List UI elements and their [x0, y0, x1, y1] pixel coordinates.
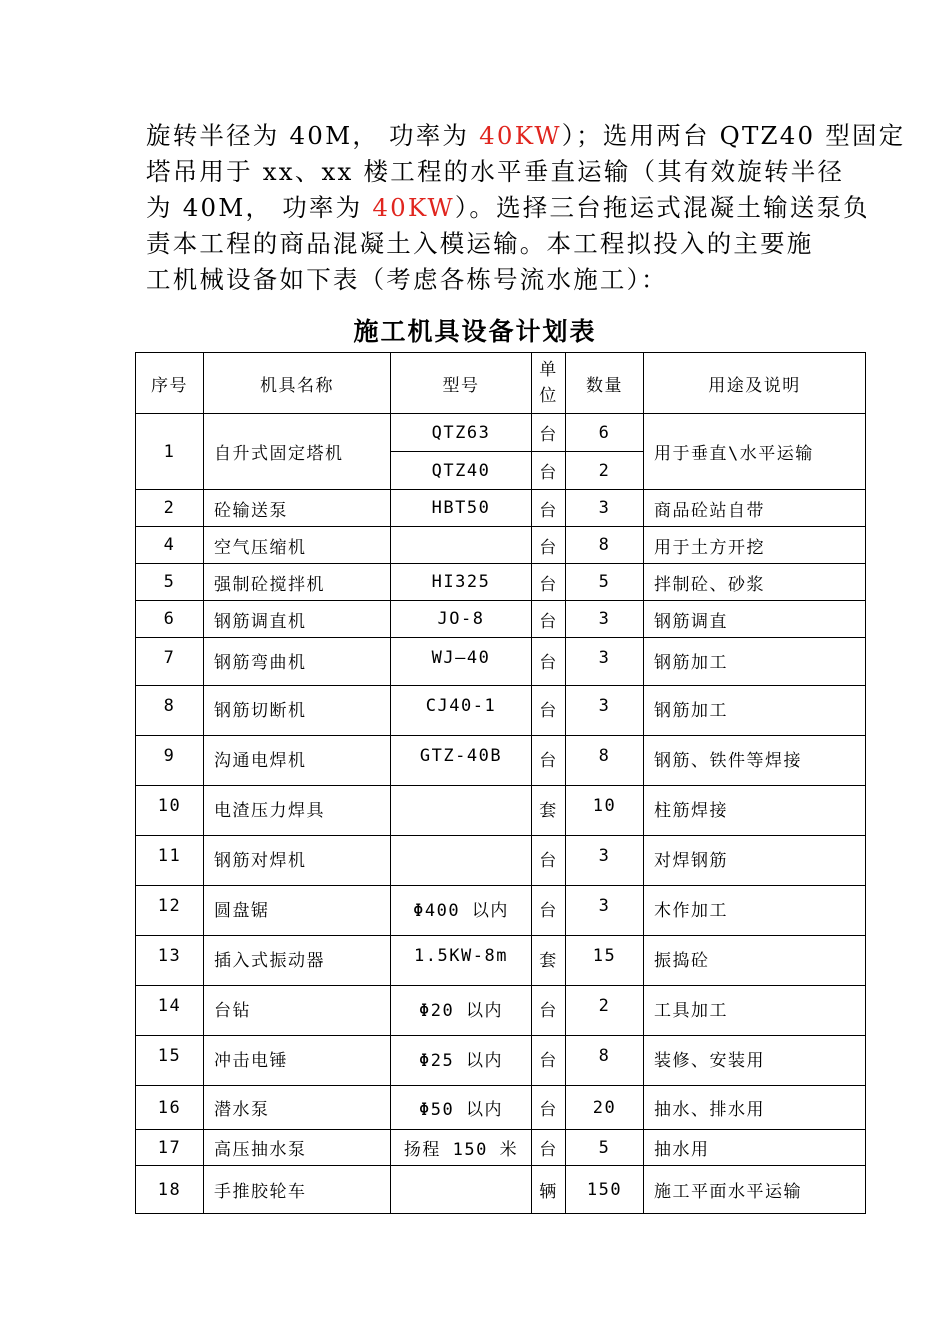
cell-usage: 工具加工: [644, 986, 866, 1036]
cell-model: [391, 836, 532, 886]
cell-name: 潜水泵: [204, 1086, 391, 1130]
cell-no: 17: [136, 1130, 204, 1166]
cell-name: 钢筋调直机: [204, 601, 391, 638]
header-qty: 数量: [566, 353, 644, 414]
cell-name: 自升式固定塔机: [204, 414, 391, 490]
cell-qty: 3: [566, 638, 644, 686]
cell-usage: 钢筋加工: [644, 638, 866, 686]
cell-name: 空气压缩机: [204, 527, 391, 564]
cell-unit: 台: [532, 1036, 566, 1086]
cell-usage: 施工平面水平运输: [644, 1166, 866, 1214]
cell-no: 12: [136, 886, 204, 936]
cell-name: 沟通电焊机: [204, 736, 391, 786]
cell-model: [391, 1166, 532, 1214]
cell-no: 11: [136, 836, 204, 886]
cell-name: 冲击电锤: [204, 1036, 391, 1086]
header-model: 型号: [391, 353, 532, 414]
cell-name: 钢筋对焊机: [204, 836, 391, 886]
cell-model: 扬程 150 米: [391, 1130, 532, 1166]
cell-model: Φ400 以内: [391, 886, 532, 936]
text-run: 为 40M， 功率为: [146, 193, 373, 222]
cell-qty: 5: [566, 1130, 644, 1166]
header-unit-line1: 单: [539, 360, 558, 380]
cell-unit: 台: [532, 452, 566, 490]
cell-qty: 15: [566, 936, 644, 986]
cell-no: 14: [136, 986, 204, 1036]
cell-usage: 钢筋调直: [644, 601, 866, 638]
table-row: [136, 1086, 866, 1130]
table-row: [136, 638, 866, 686]
cell-unit: 台: [532, 564, 566, 601]
cell-qty: 3: [566, 836, 644, 886]
cell-unit: 台: [532, 490, 566, 527]
table-row: [136, 986, 866, 1036]
cell-usage: 对焊钢筋: [644, 836, 866, 886]
cell-name: 高压抽水泵: [204, 1130, 391, 1166]
cell-name: 台钻: [204, 986, 391, 1036]
cell-usage: 装修、安装用: [644, 1036, 866, 1086]
cell-usage: 拌制砼、砂浆: [644, 564, 866, 601]
cell-unit: 台: [532, 638, 566, 686]
power-value-highlight: 40KW: [372, 193, 455, 222]
table-row: [136, 601, 866, 638]
table-row: [136, 1130, 866, 1166]
paragraph-line: [146, 118, 906, 154]
cell-no: 10: [136, 786, 204, 836]
cell-unit: 套: [532, 786, 566, 836]
cell-no: 9: [136, 736, 204, 786]
cell-model: HBT50: [391, 490, 532, 527]
paragraph-line: 责本工程的商品混凝土入模运输。本工程拟投入的主要施: [146, 229, 814, 258]
cell-unit: 台: [532, 414, 566, 452]
cell-unit: 台: [532, 1130, 566, 1166]
cell-qty: 5: [566, 564, 644, 601]
cell-model: CJ40-1: [391, 686, 532, 736]
cell-name: 钢筋弯曲机: [204, 638, 391, 686]
table-row: [136, 414, 866, 452]
cell-usage: 商品砼站自带: [644, 490, 866, 527]
cell-unit: 台: [532, 736, 566, 786]
cell-no: 6: [136, 601, 204, 638]
table-row: [136, 686, 866, 736]
cell-no: 8: [136, 686, 204, 736]
cell-usage: 钢筋、铁件等焊接: [644, 736, 866, 786]
cell-model: HI325: [391, 564, 532, 601]
cell-qty: 150: [566, 1166, 644, 1214]
cell-model: Φ25 以内: [391, 1036, 532, 1086]
cell-no: 5: [136, 564, 204, 601]
cell-unit: 台: [532, 836, 566, 886]
cell-no: 16: [136, 1086, 204, 1130]
cell-qty: 8: [566, 736, 644, 786]
cell-name: 插入式振动器: [204, 936, 391, 986]
paragraph-line: [146, 190, 870, 226]
cell-usage: 振捣砼: [644, 936, 866, 986]
cell-model: [391, 786, 532, 836]
cell-qty: 6: [566, 414, 644, 452]
cell-unit: 台: [532, 986, 566, 1036]
paragraph-line: 工机械设备如下表（考虑各栋号流水施工）：: [146, 265, 668, 294]
cell-usage: 用于土方开挖: [644, 527, 866, 564]
cell-qty: 8: [566, 1036, 644, 1086]
cell-name: 钢筋切断机: [204, 686, 391, 736]
header-name: 机具名称: [204, 353, 391, 414]
text-run: 旋转半径为 40M， 功率为: [146, 121, 480, 150]
cell-qty: 10: [566, 786, 644, 836]
intro-paragraph: [146, 118, 906, 298]
table-row: [136, 1036, 866, 1086]
cell-qty: 3: [566, 490, 644, 527]
table-row: [136, 886, 866, 936]
table-row: [136, 564, 866, 601]
cell-unit: 辆: [532, 1166, 566, 1214]
cell-unit: 台: [532, 1086, 566, 1130]
cell-no: 4: [136, 527, 204, 564]
cell-model: Φ20 以内: [391, 986, 532, 1036]
header-unit: [532, 353, 566, 414]
equipment-table: [135, 352, 866, 1214]
cell-model: GTZ-40B: [391, 736, 532, 786]
cell-model: [391, 527, 532, 564]
header-row: [136, 353, 866, 414]
cell-model: QTZ63: [391, 414, 532, 452]
cell-model: Φ50 以内: [391, 1086, 532, 1130]
cell-model: WJ—40: [391, 638, 532, 686]
cell-no: 13: [136, 936, 204, 986]
cell-qty: 3: [566, 886, 644, 936]
table-row: [136, 936, 866, 986]
cell-name: 手推胶轮车: [204, 1166, 391, 1214]
cell-qty: 3: [566, 686, 644, 736]
cell-no: 2: [136, 490, 204, 527]
header-no: 序号: [136, 353, 204, 414]
table-title: 施工机具设备计划表: [353, 317, 597, 346]
power-value-highlight: 40KW: [479, 121, 562, 150]
cell-unit: 台: [532, 886, 566, 936]
cell-usage: 钢筋加工: [644, 686, 866, 736]
table-row: [136, 1166, 866, 1214]
cell-unit: 套: [532, 936, 566, 986]
cell-no: 18: [136, 1166, 204, 1214]
cell-model: JO-8: [391, 601, 532, 638]
table-row: [136, 490, 866, 527]
cell-qty: 2: [566, 452, 644, 490]
cell-model: 1.5KW-8m: [391, 936, 532, 986]
cell-qty: 20: [566, 1086, 644, 1130]
cell-no: 15: [136, 1036, 204, 1086]
table-row: [136, 786, 866, 836]
cell-unit: 台: [532, 527, 566, 564]
cell-usage: 抽水用: [644, 1130, 866, 1166]
table-row: [136, 836, 866, 886]
cell-usage: 柱筋焊接: [644, 786, 866, 836]
cell-no: 1: [136, 414, 204, 490]
cell-unit: 台: [532, 601, 566, 638]
cell-qty: 8: [566, 527, 644, 564]
cell-name: 砼输送泵: [204, 490, 391, 527]
cell-usage: 抽水、排水用: [644, 1086, 866, 1130]
cell-name: 电渣压力焊具: [204, 786, 391, 836]
cell-usage: 木作加工: [644, 886, 866, 936]
cell-name: 圆盘锯: [204, 886, 391, 936]
cell-unit: 台: [532, 686, 566, 736]
cell-qty: 3: [566, 601, 644, 638]
text-run: ）。选择三台拖运式混凝土输送泵负: [454, 193, 870, 222]
table-row: [136, 736, 866, 786]
header-unit-line2: 位: [539, 386, 558, 406]
text-run: ）；选用两台 QTZ40 型固定: [561, 121, 906, 150]
cell-name: 强制砼搅拌机: [204, 564, 391, 601]
paragraph-line: 塔吊用于 xx、xx 楼工程的水平垂直运输（其有效旋转半径: [146, 157, 845, 186]
table-row: [136, 527, 866, 564]
cell-usage: 用于垂直\水平运输: [644, 414, 866, 490]
cell-model: QTZ40: [391, 452, 532, 490]
header-usage: 用途及说明: [644, 353, 866, 414]
cell-qty: 2: [566, 986, 644, 1036]
cell-no: 7: [136, 638, 204, 686]
